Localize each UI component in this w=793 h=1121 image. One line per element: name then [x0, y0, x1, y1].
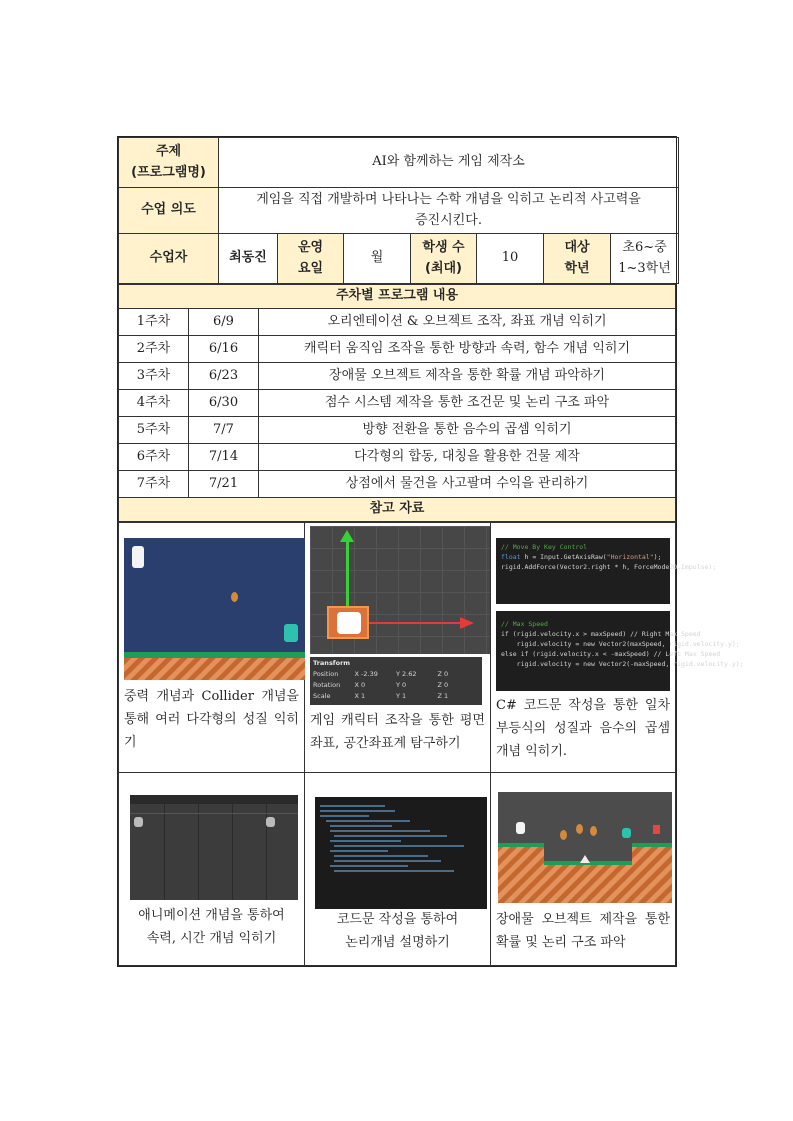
week-date: 6/23	[189, 363, 259, 390]
skull-sprite-icon	[266, 817, 275, 827]
day-label	[278, 234, 344, 284]
day-label-line1: 운영	[297, 240, 324, 256]
position-x: X -2.39	[354, 670, 378, 678]
grade-label	[544, 234, 611, 284]
teacher-label: 수업자	[119, 234, 219, 284]
intent-value-line1: 게임을 직접 개발하며 나타나는 수학 개념을 익히고 논리적 사고력을	[256, 192, 641, 208]
week-content: 상점에서 물건을 사고팔며 수익을 관리하기	[259, 471, 676, 498]
intent-label: 수업 의도	[119, 188, 219, 234]
week-number: 2주차	[119, 336, 189, 363]
x-axis-arrow-head-icon	[460, 617, 474, 629]
rotation-x: X 0	[354, 681, 366, 689]
scale-z: Z 1	[437, 692, 449, 700]
rotation-z: Z 0	[437, 681, 449, 689]
position-y: Y 2.62	[396, 670, 417, 678]
week-number: 1주차	[119, 309, 189, 336]
code-line: else if (rigid.velocity.x < -maxSpeed) // Left Max Speed	[501, 650, 721, 658]
caption-line: 코드문 작성을 통하여	[336, 912, 459, 927]
topic-label	[119, 138, 219, 188]
references-table	[118, 522, 744, 966]
references-section-title: 참고 자료	[119, 498, 676, 522]
inspector-row-rotation	[313, 680, 479, 691]
day-label-line2: 요일	[297, 260, 324, 276]
inspector-title: Transform	[313, 659, 351, 667]
coin-icon	[576, 824, 583, 834]
ghost-character-icon	[516, 822, 525, 834]
transform-inspector	[310, 657, 482, 705]
week-content: 방향 전환을 통한 음수의 곱셈 익히기	[259, 417, 676, 444]
reference-cell-code	[491, 523, 744, 773]
y-axis-arrow-head-icon	[340, 530, 354, 542]
editor-gizmo-image	[310, 526, 490, 654]
inspector-row-scale	[313, 691, 479, 702]
caption-line: 논리개념 설명하기	[345, 934, 450, 950]
week-row	[119, 417, 676, 444]
position-z: Z 0	[437, 670, 449, 678]
code-snippet-input	[496, 538, 717, 604]
code-string: "Horizontal"	[606, 553, 654, 561]
week-content: 장애물 오브젝트 제작을 통한 확률 개념 파악하기	[259, 363, 676, 390]
teacher-value: 최동진	[219, 234, 278, 284]
code-line: rigid.velocity = new Vector2(-maxSpeed, rigid.velocity.y);	[501, 660, 744, 668]
week-row	[119, 363, 676, 390]
grade-value	[611, 234, 679, 284]
enemy-character-icon	[622, 828, 631, 838]
week-number: 6주차	[119, 444, 189, 471]
enemy-character-icon	[284, 624, 298, 642]
week-date: 7/21	[189, 471, 259, 498]
flag-icon	[653, 825, 660, 834]
reference-cell-obstacle	[491, 773, 676, 966]
ghost-character-icon	[132, 546, 144, 568]
platformer-scene-image	[124, 538, 305, 680]
reference-caption: C# 코드문 작성을 통한 일차부등식의 성질과 음수의 곱셈 개념 익히기.	[496, 698, 670, 759]
week-content: 점수 시스템 제작을 통한 조건문 및 논리 구조 파악	[259, 390, 676, 417]
day-value: 월	[344, 234, 411, 284]
week-row	[119, 390, 676, 417]
inspector-row-position	[313, 669, 479, 680]
students-label-line2: (최대)	[425, 260, 462, 276]
code-line: // Max Speed	[501, 620, 548, 628]
code-line: if (rigid.velocity.x > maxSpeed) // Right Max Speed	[501, 630, 701, 638]
selected-character-icon	[327, 606, 369, 639]
week-number: 5주차	[119, 417, 189, 444]
rotation-y: Y 0	[396, 681, 407, 689]
animation-timeline-image	[130, 795, 298, 900]
week-date: 6/30	[189, 390, 259, 417]
lesson-plan-document	[117, 136, 744, 967]
code-line: rigid.AddForce(Vector2.right * h, ForceMode2D.Impulse);	[501, 563, 717, 571]
week-content: 오리엔테이션 & 오브젝트 조작, 좌표 개념 익히기	[259, 309, 676, 336]
reference-caption: 게임 캐릭터 조작을 통한 평면좌표, 공간좌표계 탐구하기	[310, 713, 485, 751]
topic-label-line1: 주제	[155, 144, 182, 160]
info-table	[118, 137, 679, 284]
skull-sprite-icon	[134, 817, 143, 827]
week-row	[119, 444, 676, 471]
rotation-label: Rotation	[313, 681, 341, 689]
caption-line: 애니메이션 개념을 통하여	[138, 908, 285, 923]
week-number: 7주차	[119, 471, 189, 498]
weekly-section-title: 주차별 프로그램 내용	[119, 285, 676, 309]
coin-icon	[590, 826, 597, 836]
students-label-line1: 학생 수	[422, 240, 465, 256]
obstacle-scene-image	[498, 792, 672, 903]
intent-value	[219, 188, 679, 234]
week-row	[119, 309, 676, 336]
reference-caption: 중력 개념과 Collider 개념을 통해 여러 다각형의 성질 익히기	[124, 689, 299, 750]
reference-caption: 장애물 오브젝트 제작을 통한 확률 및 논리 구조 파악	[496, 912, 670, 950]
code-editor-image	[315, 797, 487, 909]
students-value: 10	[477, 234, 544, 284]
week-row	[119, 336, 676, 363]
intent-value-line2: 증진시킨다.	[415, 212, 482, 228]
coin-icon	[560, 830, 567, 840]
grade-label-line1: 대상	[564, 240, 590, 256]
week-date: 6/16	[189, 336, 259, 363]
code-snippet-maxspeed	[496, 611, 744, 691]
reference-caption	[124, 905, 299, 951]
grade-value-line1: 초6~중	[622, 240, 667, 256]
code-line: );	[653, 553, 662, 561]
week-date: 7/14	[189, 444, 259, 471]
week-date: 7/7	[189, 417, 259, 444]
grade-value-line2: 1~3학년	[618, 260, 671, 276]
week-content: 다각형의 합동, 대칭을 활용한 건물 제작	[259, 444, 676, 471]
week-number: 3주차	[119, 363, 189, 390]
scale-y: Y 1	[396, 692, 407, 700]
week-number: 4주차	[119, 390, 189, 417]
students-label	[411, 234, 477, 284]
code-line: rigid.velocity = new Vector2(maxSpeed, rigid.velocity.y);	[501, 640, 740, 648]
caption-line: 속력, 시간 개념 익히기	[146, 930, 277, 946]
week-row	[119, 471, 676, 498]
position-label: Position	[313, 670, 339, 678]
dirt-ground	[124, 658, 305, 680]
code-line: h = Input.GetAxisRaw(	[520, 553, 607, 561]
topic-value: AI와 함께하는 게임 제작소	[219, 138, 679, 188]
weekly-table	[118, 284, 676, 522]
reference-cell-animation	[119, 773, 305, 966]
coin-icon	[231, 592, 238, 602]
reference-cell-gravity	[119, 523, 305, 773]
grade-label-line2: 학년	[564, 260, 590, 276]
scale-label: Scale	[313, 692, 331, 700]
week-content: 캐릭터 움직임 조작을 통한 방향과 속력, 함수 개념 익히기	[259, 336, 676, 363]
week-date: 6/9	[189, 309, 259, 336]
reference-caption	[310, 909, 485, 955]
reference-cell-logic	[305, 773, 491, 966]
scale-x: X 1	[354, 692, 366, 700]
topic-label-line2: (프로그램명)	[131, 164, 206, 180]
code-line: // Move By Key Control	[501, 543, 588, 551]
spike-icon	[580, 855, 590, 863]
reference-cell-coordinates	[305, 523, 491, 773]
code-keyword: float	[501, 553, 521, 561]
